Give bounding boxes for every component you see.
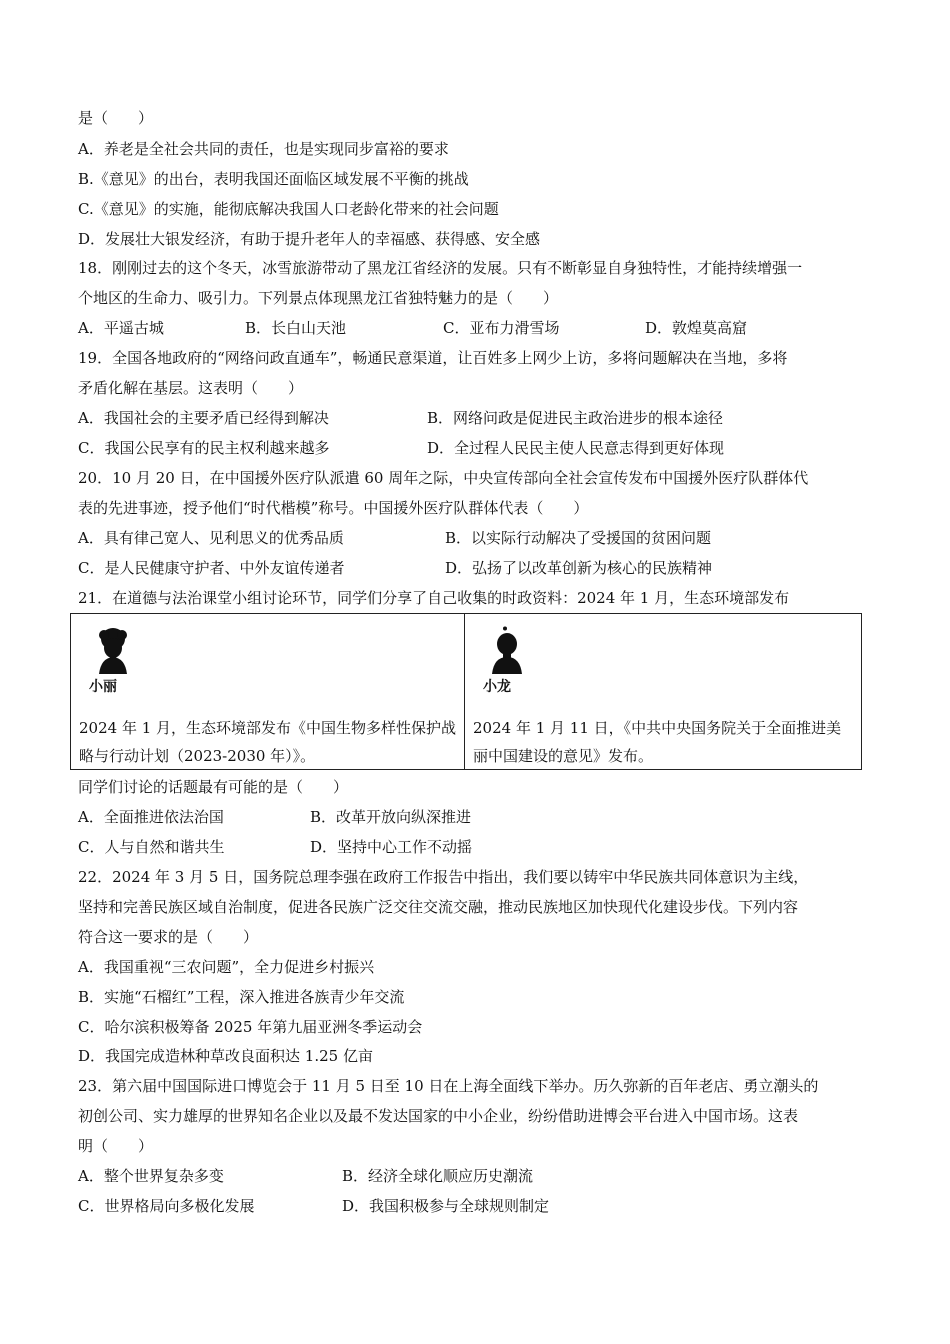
q19-option-b: B．网络问政是促进民主政治进步的根本途径 (427, 409, 724, 427)
q23-stem-line3: 明（ ） (78, 1137, 154, 1155)
q20-stem-line1: 20．10 月 20 日，在中国援外医疗队派遣 60 周年之际，中央宣传部向全社会宣传发布中国援外医疗队群体代 (78, 469, 809, 487)
q20-option-d: D．弘扬了以改革创新为核心的民族精神 (445, 559, 713, 577)
q23-option-b: B．经济全球化顺应历史潮流 (342, 1167, 534, 1185)
q23-stem-line2: 初创公司、实力雄厚的世界知名企业以及最不发达国家的中小企业，纷纷借助进博会平台进入中国市场。这表 (78, 1107, 799, 1125)
q22-stem-line3: 符合这一要求的是（ ） (78, 928, 259, 946)
q22-stem-line2: 坚持和完善民族区域自治制度，促进各民族广泛交往交流交融，推动民族地区加快现代化建设步伐。下列内容 (78, 898, 799, 916)
q17-option-c: C.《意见》的实施，能彻底解决我国人口老龄化带来的社会问题 (78, 200, 499, 218)
q19-stem-line1: 19．全国各地政府的“网络问政直通车”，畅通民意渠道，让百姓多上网少上访，多将问题解决在当地，多将 (78, 349, 788, 367)
q23-option-c: C．世界格局向多极化发展 (78, 1197, 255, 1215)
boy-avatar-icon (487, 626, 527, 674)
q21-cell-xiaoli (71, 614, 465, 769)
xiaoli-material-text: 2024 年 1 月，生态环境部发布《中国生物多样性保护战略与行动计划（2023-2030 年）》。 (79, 719, 457, 765)
q17-stem-tail: 是（ ） (78, 109, 154, 127)
q18-stem-line1: 18．刚刚过去的这个冬天，冰雪旅游带动了黑龙江省经济的发展。只有不断彰显自身独特性，才能持续增强一 (78, 259, 803, 277)
q18-option-c: C．亚布力滑雪场 (443, 319, 560, 337)
q17-option-b: B.《意见》的出台，表明我国还面临区域发展不平衡的挑战 (78, 170, 469, 188)
q20-option-c: C．是人民健康守护者、中外友谊传递者 (78, 559, 345, 577)
q21-question: 同学们讨论的话题最有可能的是（ ） (78, 778, 349, 796)
q22-option-c: C．哈尔滨积极筹备 2025 年第九届亚洲冬季运动会 (78, 1018, 423, 1036)
q19-option-d: D．全过程人民民主使人民意志得到更好体现 (427, 439, 725, 457)
q18-stem-line2: 个地区的生命力、吸引力。下列景点体现黑龙江省独特魅力的是（ ） (78, 289, 559, 307)
q18-option-d: D．敦煌莫高窟 (645, 319, 748, 337)
q21-material-table (70, 613, 862, 770)
q23-option-a: A．整个世界复杂多变 (78, 1167, 224, 1185)
q21-stem-line1: 21．在道德与法治课堂小组讨论环节，同学们分享了自己收集的时政资料：2024 年 1 月，生态环境部发布 (78, 589, 790, 607)
q21-option-b: B．改革开放向纵深推进 (310, 808, 472, 826)
q22-option-b: B．实施“石榴红”工程，深入推进各族青少年交流 (78, 988, 405, 1006)
xiaolong-name-label: 小龙 (483, 679, 511, 695)
q23-option-d: D．我国积极参与全球规则制定 (342, 1197, 550, 1215)
q19-option-a: A．我国社会的主要矛盾已经得到解决 (78, 409, 329, 427)
girl-avatar-icon (93, 626, 133, 674)
q22-option-a: A．我国重视“三农问题”，全力促进乡村振兴 (78, 958, 375, 976)
q20-option-a: A．具有律己宽人、见利思义的优秀品质 (78, 529, 344, 547)
q19-option-c: C．我国公民享有的民主权利越来越多 (78, 439, 330, 457)
q21-option-c: C．人与自然和谐共生 (78, 838, 225, 856)
q18-option-a: A．平遥古城 (78, 319, 164, 337)
q19-stem-line2: 矛盾化解在基层。这表明（ ） (78, 379, 304, 397)
q22-option-d: D．我国完成造林种草改良面积达 1.25 亿亩 (78, 1047, 373, 1065)
q23-stem-line1: 23．第六届中国国际进口博览会于 11 月 5 日至 10 日在上海全面线下举办。历久弥新的百年老店、勇立潮头的 (78, 1077, 819, 1095)
q20-option-b: B．以实际行动解决了受援国的贫困问题 (445, 529, 712, 547)
q17-option-a: A．养老是全社会共同的责任，也是实现同步富裕的要求 (78, 140, 449, 158)
q21-option-d: D．坚持中心工作不动摇 (310, 838, 473, 856)
q21-option-a: A．全面推进依法治国 (78, 808, 224, 826)
xiaoli-name-label: 小丽 (89, 679, 117, 695)
q17-option-d: D．发展壮大银发经济，有助于提升老年人的幸福感、获得感、安全感 (78, 230, 541, 248)
q22-stem-line1: 22．2024 年 3 月 5 日，国务院总理李强在政府工作报告中指出，我们要以铸牢中华民族共同体意识为主线， (78, 868, 809, 886)
xiaolong-material-text: 2024 年 1 月 11 日，《中共中央国务院关于全面推进美丽中国建设的意见》发布。 (473, 719, 842, 765)
q21-cell-xiaolong (465, 614, 861, 769)
q18-option-b: B．长白山天池 (245, 319, 347, 337)
q20-stem-line2: 表的先进事迹，授予他们“时代楷模”称号。中国援外医疗队群体代表（ ） (78, 499, 589, 517)
